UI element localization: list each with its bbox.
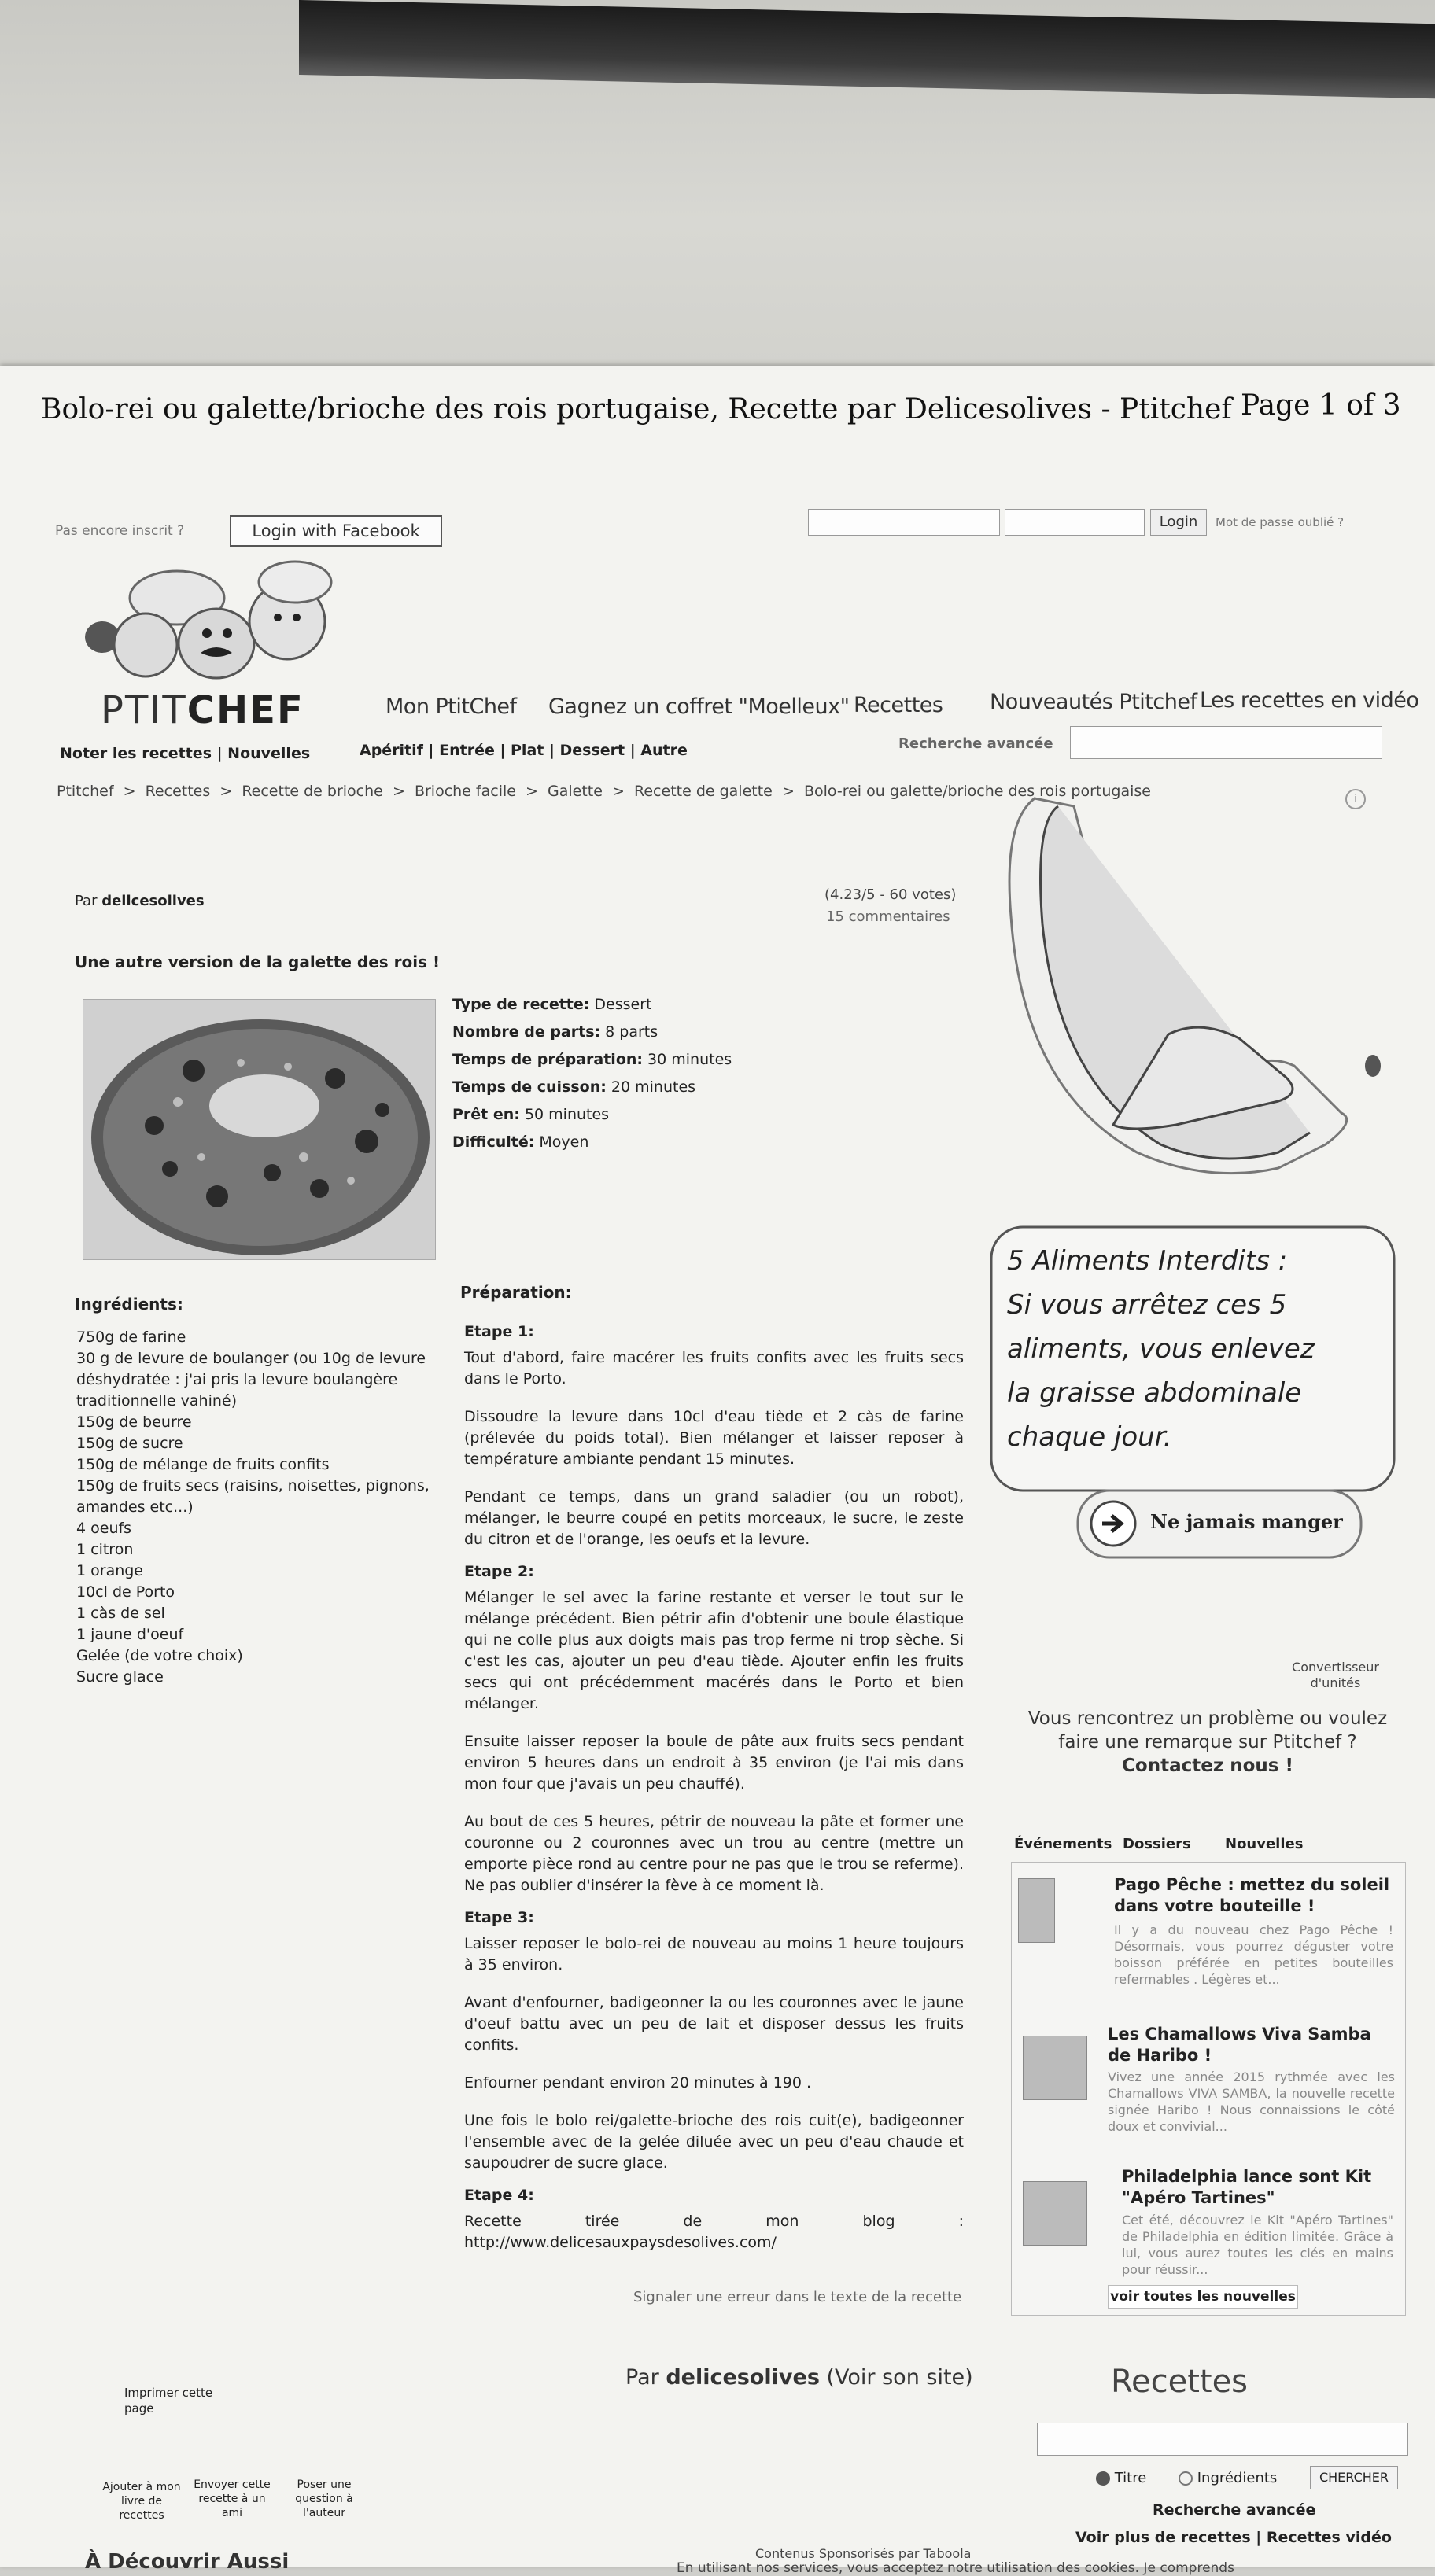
ingredient: 10cl de Porto [76, 1583, 175, 1601]
footer-advanced-search[interactable]: Recherche avancée [1153, 2501, 1316, 2519]
news-thumbnail [1018, 1878, 1055, 1943]
subnav-categories[interactable]: Apéritif | Entrée | Plat | Dessert | Autre [360, 742, 688, 759]
by-label: Par [75, 893, 98, 909]
tab-evenements[interactable]: Événements [1014, 1836, 1112, 1852]
forgot-password-link[interactable]: Mot de passe oublié ? [1216, 515, 1345, 529]
news-text: Vivez une année 2015 rythmée avec les Chamallows VIVA SAMBA, la nouvelle recette signée Haribo ! Nous connaissions le côté doux et convivial... [1108, 2069, 1395, 2134]
logo-chef: CHEF [186, 688, 304, 732]
ingredient: 30 g de levure de boulanger (ou 10g de levure [76, 1350, 426, 1367]
print-page-number: Page 1 of 3 [1241, 389, 1401, 422]
recipe-tagline: Une autre version de la galette des rois ! [75, 953, 441, 971]
username-input[interactable] [808, 509, 1000, 536]
ingredient: 750g de farine [76, 1329, 186, 1346]
step-paragraph: Mélanger le sel avec la farine restante et verser le tout sur le mélange précédent. Bien pétrir afin d'obtenir une boule élastique qui ne colle plus aux doigts mais pas trop ferme ni trop sèche. Si c'est les cas, ajouter un peu d'eau tiède. Ajouter enfin les fruits secs qui ont précédemment macérés dans le Porto et bien mélanger. [464, 1589, 964, 1712]
info-icon[interactable]: i [1345, 789, 1366, 809]
ingredient: amandes etc...) [76, 1498, 194, 1516]
step-paragraph: Avant d'enfourner, badigeonner la ou les couronnes avec le jaune d'oeuf battu avec un peu de lait et disposer dessus les fruits confits. [464, 1994, 964, 2054]
printed-page [0, 366, 1435, 2576]
sponsored-label[interactable]: Contenus Sponsorisés par Taboola [755, 2546, 972, 2561]
problem-text: faire une remarque sur Ptitchef ? [1058, 1732, 1357, 1752]
tab-nouvelles[interactable]: Nouvelles [1225, 1836, 1304, 1852]
recipes-heading: Recettes [1111, 2364, 1249, 2400]
subnav-notes-nouvelles[interactable]: Noter les recettes | Nouvelles [60, 745, 311, 762]
add-to-book-link[interactable]: Ajouter à mon livre de recettes [102, 2481, 181, 2522]
info-prep-time: Temps de préparation: 30 minutes [452, 1051, 732, 1068]
news-title[interactable]: Philadelphia lance sont Kit "Apéro Tartines" [1122, 2167, 1372, 2207]
more-recipes-link[interactable]: Voir plus de recettes | Recettes vidéo [1075, 2529, 1392, 2546]
report-error-link[interactable]: Signaler une erreur dans le texte de la recette [633, 2289, 962, 2305]
info-ready-in: Prêt en: 50 minutes [452, 1106, 610, 1123]
ingredient: traditionnelle vahiné) [76, 1392, 238, 1410]
ingredient: 150g de sucre [76, 1435, 183, 1452]
nav-recettes[interactable]: Recettes [854, 693, 943, 717]
search-button[interactable]: CHERCHER [1310, 2466, 1398, 2489]
nav-gagnez-coffret[interactable]: Gagnez un coffret "Moelleux" [548, 695, 850, 719]
logo-ptit: PTIT [101, 688, 187, 732]
all-news-button[interactable]: voir toutes les nouvelles [1108, 2285, 1298, 2309]
send-to-friend-link[interactable]: Envoyer cette recette à un ami [194, 2478, 271, 2519]
ad-text [1007, 1239, 1315, 1459]
print-link[interactable]: Imprimer cette page [124, 2386, 213, 2416]
by-label: Par [625, 2365, 659, 2390]
news-text: Cet été, découvrez le Kit "Apéro Tartines" de Philadelphia en édition limitée. Grâce à lui, vous aurez toutes les clés en mains pour réussir... [1122, 2213, 1393, 2277]
news-thumbnail [1023, 2181, 1087, 2246]
login-button[interactable]: Login [1150, 509, 1207, 536]
step-paragraph: Ensuite laisser reposer la boule de pâte aux fruits secs pendant environ 5 heures dans un endroit à 35 environ (je l'ai mis dans mon four que j'avais un peu chauffé). [464, 1733, 964, 1793]
step-paragraph: Pendant ce temps, dans un grand saladier (ou un robot), mélanger, le beurre coupé en petits morceaux, le sucre, le zeste du citron et de l'orange, les oeufs et la levure. [464, 1488, 964, 1548]
ingredient: 1 càs de sel [76, 1605, 165, 1622]
nav-mon-ptitchef[interactable]: Mon PtitChef [385, 695, 517, 719]
ad-line: chaque jour. [1007, 1421, 1172, 1453]
step-title: Etape 3: [464, 1909, 534, 1926]
author-line [75, 893, 205, 909]
cookie-notice [677, 2560, 1234, 2576]
step-title: Etape 4: [464, 2187, 534, 2204]
step-paragraph: Recette tirée de mon blog : http://www.delicesauxpaysdesolives.com/ [464, 2213, 964, 2251]
preparation-title: Préparation: [460, 1283, 572, 1302]
nav-recettes-video[interactable]: Les recettes en vidéo [1200, 688, 1419, 713]
step-title: Etape 1: [464, 1323, 534, 1340]
recipe-info [452, 991, 732, 1156]
step-paragraph: Laisser reposer le bolo-rei de nouveau au moins 1 heure toujours à 35 environ. [464, 1935, 964, 1973]
not-registered-text: Pas encore inscrit ? [55, 523, 185, 539]
ad-cta-button[interactable]: Ne jamais manger [1150, 1510, 1343, 1533]
advertisement[interactable] [987, 783, 1412, 1636]
contact-block [1011, 1707, 1404, 1778]
news-text: Il y a du nouveau chez Pago Pêche ! Désormais, vous pourrez déguster votre boisson préférée en petites bouteilles refermables . Légères et... [1114, 1922, 1393, 1987]
header-search-input[interactable] [1070, 726, 1382, 759]
ad-line: la graisse abdominale [1007, 1377, 1302, 1409]
ingredient: déshydratée : j'ai pris la levure boulangère [76, 1371, 398, 1388]
comments-link[interactable]: 15 commentaires [826, 908, 950, 925]
news-tabs [1003, 1833, 1400, 1858]
ad-line: 5 Aliments Interdits : [1007, 1245, 1288, 1277]
print-title: Bolo-rei ou galette/brioche des rois portugaise, Recette par Delicesolives - Ptitchef [41, 393, 1232, 426]
step-paragraph: Enfourner pendant environ 20 minutes à 190 . [464, 2074, 812, 2091]
ingredient: Sucre glace [76, 1668, 164, 1686]
ad-line: Si vous arrêtez ces 5 [1007, 1289, 1287, 1321]
ingredients-list [76, 1327, 446, 1688]
radio-title[interactable]: Titre [1096, 2470, 1146, 2486]
footer-author-link[interactable]: delicesolives [666, 2365, 820, 2390]
facebook-login-button[interactable]: Login with Facebook [230, 515, 442, 547]
ingredient: 150g de fruits secs (raisins, noisettes, pignons, [76, 1477, 430, 1494]
footer-author-line [625, 2365, 973, 2390]
ptitchef-logo[interactable] [101, 688, 304, 732]
discover-heading: À Découvrir Aussi [85, 2550, 290, 2574]
step-paragraph: Une fois le bolo rei/galette-brioche des rois cuit(e), badigeonner l'ensemble avec de la gelée diluée avec un peu d'eau chaude et saupoudrer de sucre glace. [464, 2112, 964, 2172]
password-input[interactable] [1005, 509, 1145, 536]
ingredients-title: Ingrédients: [75, 1295, 183, 1314]
problem-text: Vous rencontrez un problème ou voulez [1027, 1708, 1388, 1729]
news-title[interactable]: Les Chamallows Viva Samba de Haribo ! [1108, 2025, 1371, 2065]
ask-question-link[interactable]: Poser une question à l'auteur [295, 2478, 353, 2519]
rating-text: (4.23/5 - 60 votes) [824, 886, 957, 903]
step-title: Etape 2: [464, 1563, 534, 1580]
info-difficulty: Difficulté: Moyen [452, 1133, 589, 1151]
ad-line: aliments, vous enlevez [1007, 1333, 1315, 1365]
nav-nouveautes[interactable]: Nouveautés Ptitchef [990, 690, 1197, 714]
step-paragraph: Tout d'abord, faire macérer les fruits confits avec les fruits secs dans le Porto. [464, 1349, 964, 1388]
author-link[interactable]: delicesolives [101, 893, 205, 909]
ingredient: 1 citron [76, 1541, 134, 1558]
contact-link[interactable]: Contactez nous ! [1122, 1756, 1293, 1776]
unit-converter-link[interactable]: Convertisseur d'unités [1292, 1660, 1379, 1690]
footer-search-input[interactable] [1037, 2423, 1408, 2456]
recipe-photo [83, 999, 436, 1260]
radio-empty-icon[interactable] [1179, 2471, 1193, 2486]
tab-dossiers[interactable]: Dossiers [1123, 1836, 1191, 1852]
ingredient: 150g de mélange de fruits confits [76, 1456, 330, 1473]
chef-mascots-illustration [59, 551, 354, 684]
see-site-link[interactable]: (Voir son site) [826, 2365, 973, 2390]
advanced-search-link[interactable]: Recherche avancée [898, 735, 1053, 752]
radio-selected-icon[interactable] [1096, 2471, 1110, 2486]
ingredient: 150g de beurre [76, 1413, 192, 1431]
ingredient: 1 jaune d'oeuf [76, 1626, 184, 1643]
cookie-text: En utilisant nos services, vous acceptez notre utilisation des cookies. [677, 2560, 1140, 2576]
news-title[interactable]: Pago Pêche : mettez du soleil dans votre bouteille ! [1114, 1875, 1390, 1915]
info-parts: Nombre de parts: 8 parts [452, 1023, 658, 1041]
radio-ingredients[interactable]: Ingrédients [1179, 2470, 1277, 2486]
step-paragraph: Au bout de ces 5 heures, pétrir de nouveau la pâte et former une couronne ou 2 couronnes avec un trou au centre (mettre un emporte pièce rond au centre pour ne pas que le trou se referme). Ne pas oublier d'insérer la fève à ce moment là. [464, 1813, 964, 1894]
info-type: Type de recette: Dessert [452, 996, 652, 1013]
news-panel [1011, 1862, 1406, 2316]
preparation-steps [464, 1321, 964, 2254]
step-paragraph: Dissoudre la levure dans 10cl d'eau tiède et 2 càs de farine (prélevée du poids total). Bien mélanger et laisser reposer à température ambiante pendant 15 minutes. [464, 1408, 964, 1468]
ingredient: 1 orange [76, 1562, 143, 1579]
cookie-accept-button[interactable]: Je comprends [1143, 2560, 1234, 2576]
info-cook-time: Temps de cuisson: 20 minutes [452, 1078, 696, 1096]
news-thumbnail [1023, 2036, 1087, 2100]
ingredient: Gelée (de votre choix) [76, 1647, 243, 1664]
ingredient: 4 oeufs [76, 1520, 132, 1537]
breadcrumb[interactable]: Ptitchef > Recettes > Recette de brioche > Brioche facile > Galette > Recette de galette > Bolo-rei ou galette/brioche des rois portugaise [57, 783, 1151, 800]
